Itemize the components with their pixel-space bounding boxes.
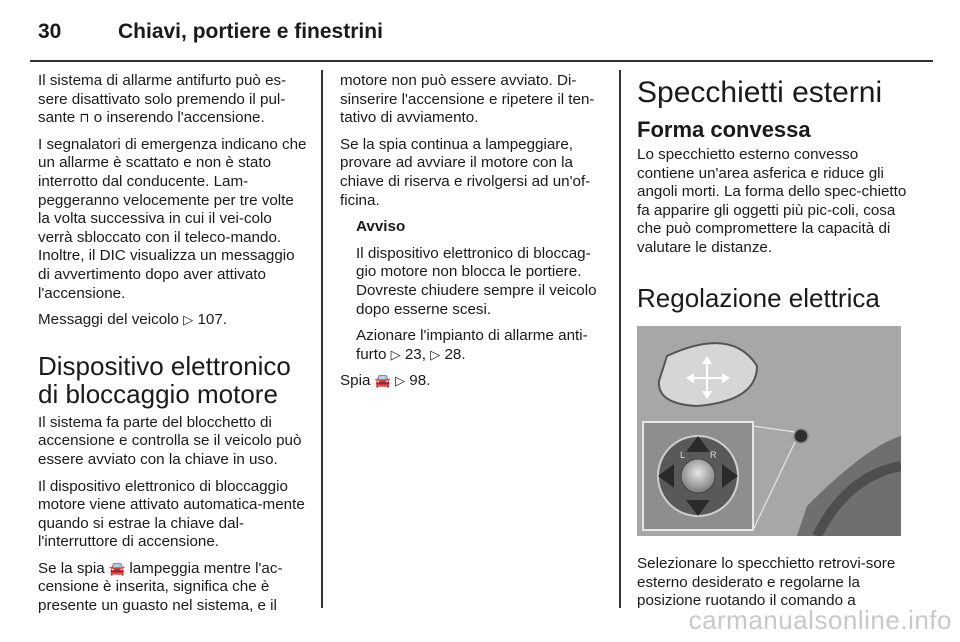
column-divider bbox=[321, 70, 323, 608]
paragraph: Se la spia continua a lampeggiare, provare ad avviare il motore con la chiave di riserva e rivolgersi ad un'of-ficina. bbox=[340, 135, 591, 209]
svg-text:R: R bbox=[710, 449, 717, 460]
notice-paragraph: Azionare l'impianto di allarme anti-furto ▷ 23, ▷ 28. bbox=[356, 327, 588, 363]
page-reference-link[interactable]: 28. bbox=[444, 345, 466, 363]
header-rule bbox=[30, 60, 933, 62]
paragraph: Spia 🚘 ▷ 98. bbox=[340, 372, 431, 390]
paragraph: Messaggi del veicolo ▷ 107. bbox=[38, 311, 228, 329]
paragraph: Lo specchietto esterno convesso contiene un'area asferica e riduce gli angoli morti. La forma dello spec-chietto fa apparire gli oggetti più pic-coli, cosa che può compromettere la capacità di valutare le distanze. bbox=[637, 146, 907, 256]
page-number: 30 bbox=[38, 20, 62, 43]
page-reference-link[interactable]: 23, bbox=[404, 345, 426, 363]
immobilizer-warning-icon: 🚘 bbox=[108, 560, 126, 576]
section-heading: Dispositivo elettronico di bloccaggio motore bbox=[38, 350, 291, 409]
paragraph: I segnalatori di emergenza indicano che un allarme è scattato e non è stato interrotto dal conducente. Lam-peggeranno velocemente per tre volte la volta successiva in cui il vei-colo verrà sbloccato con il teleco-mando. Inoltre, il DIC visualizza un messaggio di avvertimento dopo aver attivato l'accensione. bbox=[38, 135, 307, 302]
column-2 bbox=[340, 72, 610, 399]
notice-box bbox=[356, 218, 610, 364]
section-title: Specchietti esterni bbox=[637, 76, 883, 109]
page-reference-link[interactable]: 107. bbox=[197, 311, 228, 329]
paragraph: Il dispositivo elettronico di bloccaggio motore viene attivato automatica-mente quando si estrae la chiave dal-l'interruttore di accensione. bbox=[38, 477, 305, 551]
mirror-adjustment-figure bbox=[637, 326, 901, 536]
paragraph: Il sistema di allarme antifurto può es-sere disattivato solo premendo il pul-sante ⊓ o inserendo l'accensione. bbox=[38, 72, 287, 127]
lock-icon: ⊓ bbox=[79, 110, 90, 126]
paragraph: Il sistema fa parte del blocchetto di accensione e controlla se il veicolo può essere avviato con la chiave in uso. bbox=[38, 413, 302, 468]
watermark: carmanualsonline.info bbox=[688, 605, 952, 635]
subsection-heading: Forma convessa bbox=[637, 117, 811, 142]
column-3 bbox=[637, 76, 909, 619]
page-reference-link[interactable]: 98. bbox=[409, 372, 431, 390]
section-heading: Regolazione elettrica bbox=[637, 282, 880, 313]
svg-text:L: L bbox=[680, 449, 686, 460]
immobilizer-warning-icon: 🚘 bbox=[374, 373, 391, 389]
mirror-control-knob-icon bbox=[658, 436, 738, 516]
reference-arrow-icon: ▷ bbox=[395, 373, 406, 389]
paragraph: Selezionare lo specchietto retrovi-sore esterno desiderato e regolarne la posizione ruotando il comando a bbox=[637, 555, 896, 610]
paragraph: Se la spia 🚘 lampeggia mentre l'ac-censione è inserita, significa che è presente un guasto nel sistema, e il bbox=[38, 559, 283, 615]
column-divider bbox=[619, 70, 621, 608]
notice-title: Avviso bbox=[356, 218, 406, 236]
page-header bbox=[30, 14, 935, 48]
reference-arrow-icon: ▷ bbox=[183, 312, 194, 328]
column-1 bbox=[38, 72, 308, 624]
chapter-title: Chiavi, portiere e finestrini bbox=[118, 20, 383, 43]
reference-arrow-icon: ▷ bbox=[430, 346, 441, 362]
notice-paragraph: Il dispositivo elettronico di bloccag-gio motore non blocca le portiere. Dovreste chiudere sempre il veicolo dopo esserne scesi. bbox=[356, 244, 597, 318]
paragraph: motore non può essere avviato. Di-sinserire l'accensione e ripetere il ten-tativo di avviamento. bbox=[340, 72, 595, 127]
reference-arrow-icon: ▷ bbox=[390, 346, 401, 362]
